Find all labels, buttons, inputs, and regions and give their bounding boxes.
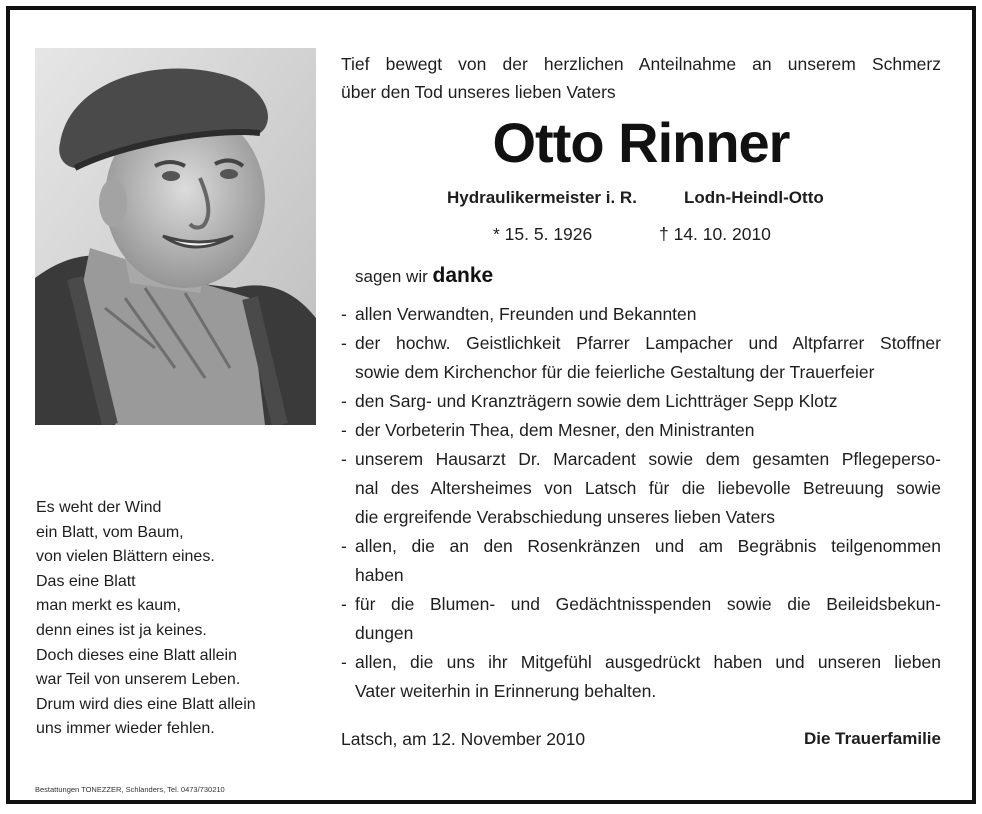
poem-line: von vielen Blättern eines. bbox=[36, 548, 215, 566]
poem-line: Drum wird dies eine Blatt allein bbox=[36, 695, 256, 713]
poem-line: Doch dieses eine Blatt allein bbox=[36, 646, 238, 664]
list-item bbox=[341, 416, 941, 445]
list-item-line: haben bbox=[355, 565, 404, 585]
portrait-photo bbox=[35, 48, 316, 425]
funeral-home-note: Bestattungen TONEZZER, Schlanders, Tel. 0473/730210 bbox=[35, 785, 225, 794]
place-date: Latsch, am 12. November 2010 bbox=[341, 729, 586, 749]
poem-line: Es weht der Wind bbox=[36, 499, 162, 516]
list-item-line: allen, die uns ihr Mitgefühl ausgedrückt haben und unseren lieben bbox=[355, 652, 941, 672]
list-dash: - bbox=[341, 333, 347, 353]
death-date: † 14. 10. 2010 bbox=[659, 224, 771, 244]
thanks-line bbox=[355, 264, 493, 288]
list-dash: - bbox=[341, 449, 347, 469]
list-dash: - bbox=[341, 391, 347, 411]
intro-line-1: Tief bewegt von der herzlichen Anteilnahme an unserem Schmerz bbox=[341, 54, 941, 74]
list-item-line: für die Blumen- und Gedächtnisspenden sowie die Beileidsbekun- bbox=[355, 594, 941, 614]
list-item-line: unserem Hausarzt Dr. Marcadent sowie dem gesamten Pflegeperso- bbox=[355, 449, 941, 469]
list-item bbox=[341, 532, 941, 590]
poem-line: Das eine Blatt bbox=[36, 572, 136, 590]
list-dash: - bbox=[341, 420, 347, 440]
thanks-prefix: sagen wir bbox=[355, 267, 428, 286]
list-item bbox=[341, 648, 941, 706]
list-dash: - bbox=[341, 652, 347, 672]
poem-line: uns immer wieder fehlen. bbox=[36, 720, 215, 738]
nickname: Lodn-Heindl-Otto bbox=[684, 188, 824, 207]
list-item-line: nal des Altersheimes von Latsch für die liebevolle Betreuung sowie bbox=[355, 478, 941, 498]
list-item-line: der hochw. Geistlichkeit Pfarrer Lampacher und Altpfarrer Stoffner bbox=[355, 333, 941, 353]
family-signature: Die Trauerfamilie bbox=[803, 729, 941, 748]
list-item bbox=[341, 590, 941, 648]
list-item-line: der Vorbeterin Thea, dem Mesner, den Ministranten bbox=[355, 420, 755, 440]
list-item bbox=[341, 387, 941, 416]
list-item-line: den Sarg- und Kranzträgern sowie dem Lichtträger Sepp Klotz bbox=[355, 391, 838, 411]
deceased-name: Otto Rinner bbox=[492, 111, 790, 174]
list-item bbox=[341, 300, 941, 329]
list-item-line: sowie dem Kirchenchor für die feierliche Gestaltung der Trauerfeier bbox=[355, 362, 875, 382]
thanks-word: danke bbox=[432, 264, 494, 287]
list-item bbox=[341, 329, 941, 387]
poem-line: ein Blatt, vom Baum, bbox=[36, 523, 184, 541]
poem-line: man merkt es kaum, bbox=[36, 597, 181, 615]
thanks-list bbox=[341, 300, 941, 706]
poem bbox=[36, 496, 326, 742]
list-item bbox=[341, 445, 941, 532]
list-item-line: Vater weiterhin in Erinnerung behalten. bbox=[355, 681, 657, 701]
intro-line-2: über den Tod unseres lieben Vaters bbox=[341, 82, 616, 102]
list-dash: - bbox=[341, 304, 347, 324]
list-item-line: allen, die an den Rosenkränzen und am Begräbnis teilgenommen bbox=[355, 536, 941, 556]
list-item-line: die ergreifende Verabschiedung unseres lieben Vaters bbox=[355, 507, 775, 527]
poem-line: denn eines ist ja keines. bbox=[36, 621, 207, 639]
poem-line: war Teil von unserem Leben. bbox=[36, 671, 241, 689]
list-item-line: allen Verwandten, Freunden und Bekannten bbox=[355, 304, 697, 324]
profession: Hydraulikermeister i. R. bbox=[447, 188, 637, 207]
birth-date: * 15. 5. 1926 bbox=[493, 224, 593, 244]
intro-text bbox=[341, 50, 941, 106]
list-item-line: dungen bbox=[355, 623, 414, 643]
list-dash: - bbox=[341, 594, 347, 614]
list-dash: - bbox=[341, 536, 347, 556]
